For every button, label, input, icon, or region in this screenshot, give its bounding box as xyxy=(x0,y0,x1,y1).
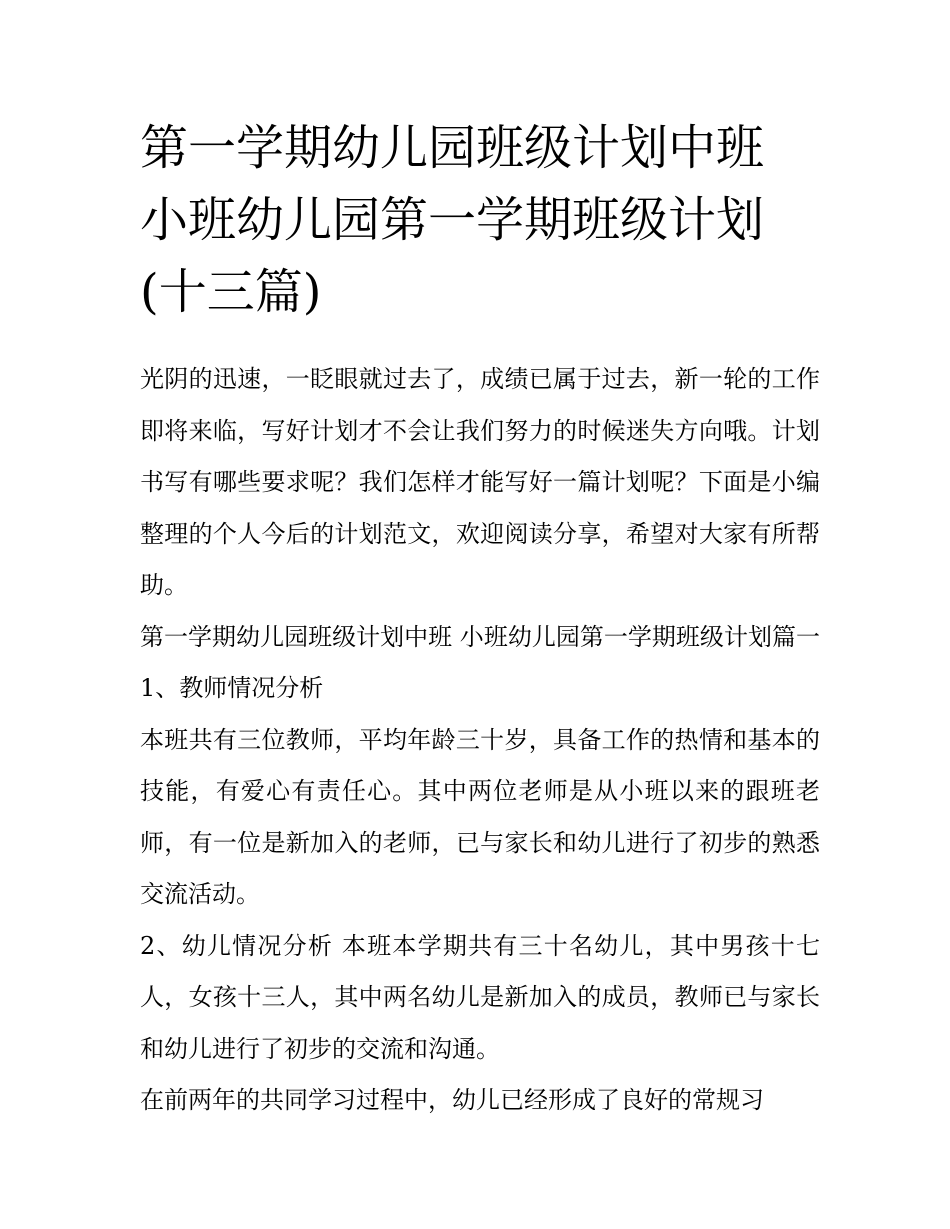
intro-paragraph: 光阴的迅速，一眨眼就过去了，成绩已属于过去，新一轮的工作即将来临，写好计划才不会让我们努力的时候迷失方向哦。计划书写有哪些要求呢？我们怎样才能写好一篇计划呢？下面是小编整理的个人今后的计划范文，欢迎阅读分享，希望对大家有所帮助。 xyxy=(140,365,820,599)
teacher-analysis-paragraph: 本班共有三位教师，平均年龄三十岁，具备工作的热情和基本的技能，有爱心有责任心。其中两位老师是从小班以来的跟班老师，有一位是新加入的老师，已与家长和幼儿进行了初步的熟悉交流活动。 xyxy=(140,725,820,908)
document-body xyxy=(140,354,820,1127)
section-heading-paragraph: 第一学期幼儿园班级计划中班 小班幼儿园第一学期班级计划篇一1、教师情况分析 xyxy=(140,622,820,702)
habits-paragraph: 在前两年的共同学习过程中，幼儿已经形成了良好的常规习 xyxy=(140,1086,764,1114)
document-title: 第一学期幼儿园班级计划中班 小班幼儿园第一学期班级计划(十三篇) xyxy=(140,120,765,320)
child-analysis-paragraph: 2、幼儿情况分析 本班本学期共有三十名幼儿，其中男孩十七人，女孩十三人，其中两名幼儿是新加入的成员，教师已与家长和幼儿进行了初步的交流和沟通。 xyxy=(140,931,820,1063)
